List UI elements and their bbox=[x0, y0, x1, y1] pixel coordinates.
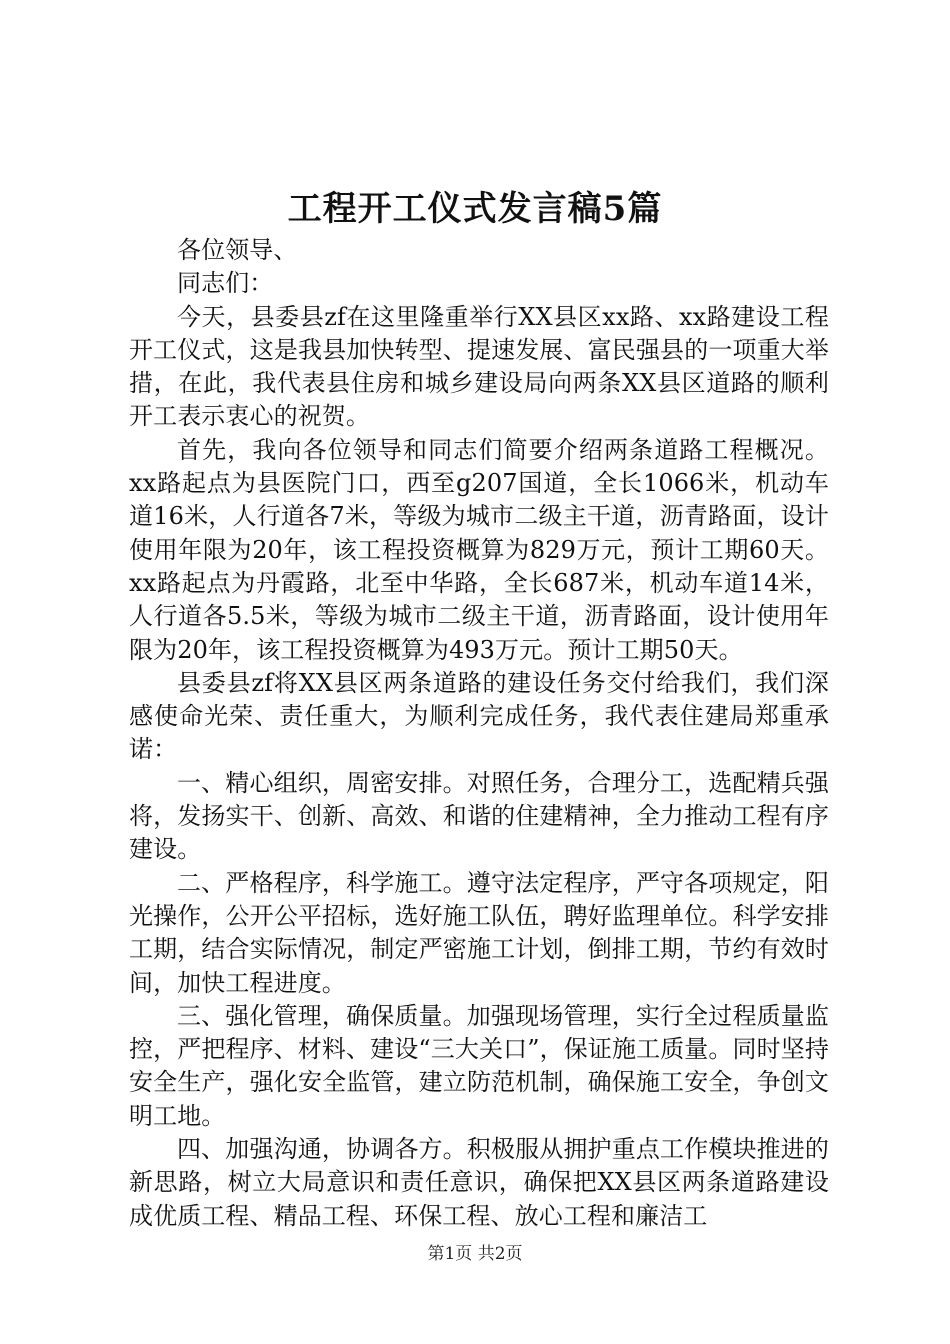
document-body bbox=[129, 234, 829, 1233]
document-title: 工程开工仪式发言稿5篇 bbox=[287, 189, 663, 229]
paragraph-commitment-3: 三、强化管理，确保质量。加强现场管理，实行全过程质量监控，严把程序、材料、建设“三大关口”，保证施工质量。同时坚持安全生产，强化安全监管，建立防范机制，确保施工安全，争创文明工地。 bbox=[129, 1001, 829, 1130]
paragraph-salutation-2: 同志们： bbox=[177, 269, 274, 298]
paragraph-commitment-1: 一、精心组织，周密安排。对照任务，合理分工，选配精兵强将，发扬实干、创新、高效、和谐的住建精神，全力推动工程有序建设。 bbox=[129, 768, 829, 864]
paragraph-opening: 今天，县委县zf在这里隆重举行XX县区xx路、xx路建设工程开工仪式，这是我县加快转型、提速发展、富民强县的一项重大举措，在此，我代表县住房和城乡建设局向两条XX县区道路的顺利开工表示衷心的祝贺。 bbox=[129, 302, 829, 431]
paragraph-commitment-intro: 县委县zf将XX县区两条道路的建设任务交付给我们，我们深感使命光荣、责任重大，为顺利完成任务，我代表住建局郑重承诺： bbox=[129, 668, 829, 764]
paragraph-commitment-2: 二、严格程序，科学施工。遵守法定程序，严守各项规定，阳光操作，公开公平招标，选好施工队伍，聘好监理单位。科学安排工期，结合实际情况，制定严密施工计划，倒排工期，节约有效时间，加快工程进度。 bbox=[129, 868, 829, 997]
page-number-footer: 第1页 共2页 bbox=[427, 1244, 523, 1264]
paragraph-commitment-4: 四、加强沟通，协调各方。积极服从拥护重点工作模块推进的新思路，树立大局意识和责任意识，确保把XX县区两条道路建设成优质工程、精品工程、环保工程、放心工程和廉洁工 bbox=[129, 1135, 829, 1230]
paragraph-salutation-1: 各位领导、 bbox=[177, 236, 298, 264]
paragraph-project-overview: 首先，我向各位领导和同志们简要介绍两条道路工程概况。xx路起点为县医院门口，西至g207国道，全长1066米，机动车道16米，人行道各7米，等级为城市二级主干道，沥青路面，设计使用年限为20年，该工程投资概算为829万元，预计工期60天。xx路起点为丹霞路，北至中华路，全长687米，机动车道14米，人行道各5.5米，等级为城市二级主干道，沥青路面，设计使用年限为20年，该工程投资概算为493万元。预计工期50天。 bbox=[129, 435, 829, 664]
